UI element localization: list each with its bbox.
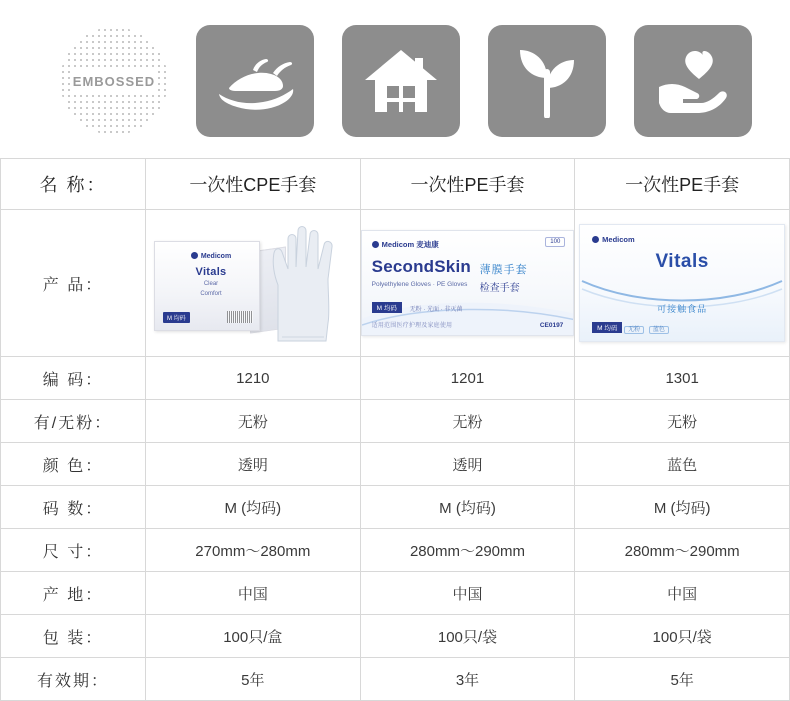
embossed-label: EMBOSSED (71, 71, 157, 92)
product-title-col3: Vitals (655, 251, 709, 272)
product-image-cpe (146, 210, 360, 356)
cell-packing-col1: 100只/盒 (146, 615, 361, 658)
cell-code-col3: 1301 (575, 357, 790, 400)
product-image-pe-box (361, 210, 575, 356)
leaf-sprout-icon (514, 44, 580, 118)
leaf-sprout-icon-tile (488, 25, 606, 137)
table-row-product (1, 210, 790, 357)
cell-packing-col2: 100只/袋 (360, 615, 575, 658)
product-tag2-col3: 蓝色 (649, 326, 669, 334)
cell-color-col3: 蓝色 (575, 443, 790, 486)
table-row-dimension (1, 529, 790, 572)
table-row-origin (1, 572, 790, 615)
product-desc-cn-col2: 检查手套 (479, 283, 520, 294)
product-tagline-col2: 无粉 · 光面 · 非灭菌 (409, 307, 463, 313)
table-row-shelf-life (1, 658, 790, 701)
cell-size-code-col2: M (均码) (360, 486, 575, 529)
cell-packing-col3: 100只/袋 (575, 615, 790, 658)
product-image-pe-bag (575, 210, 789, 356)
cell-name-col2: 一次性PE手套 (360, 159, 575, 210)
cell-powder-col3: 无粉 (575, 400, 790, 443)
cell-origin-col2: 中国 (360, 572, 575, 615)
product-title-cn-col3: 可接触食品 (657, 304, 708, 314)
table-row-packing (1, 615, 790, 658)
cell-name-col3: 一次性PE手套 (575, 159, 790, 210)
cell-color-col2: 透明 (360, 443, 575, 486)
cell-product-col2 (360, 210, 575, 357)
cell-shelf-life-col2: 3年 (360, 658, 575, 701)
product-footer-col2: 适用范围医疗护理及家庭使用 (371, 323, 453, 329)
cell-product-col1 (146, 210, 361, 357)
row-label-size-code: 码 数： (1, 486, 146, 529)
cell-code-col2: 1201 (360, 357, 575, 400)
embossed-badge (60, 27, 168, 135)
row-label-origin: 产 地： (1, 572, 146, 615)
cell-dimension-col2: 280mm～290mm (360, 529, 575, 572)
product-size-badge-col3: M 均码 (592, 322, 622, 333)
row-label-dimension: 尺 寸： (1, 529, 146, 572)
table-row-size-code (1, 486, 790, 529)
cell-size-code-col3: M (均码) (575, 486, 790, 529)
cell-dimension-col3: 280mm～290mm (575, 529, 790, 572)
product-ce-mark-col2: CE0197 (539, 322, 564, 329)
cell-origin-col1: 中国 (146, 572, 361, 615)
cell-size-code-col1: M (均码) (146, 486, 361, 529)
cell-color-col1: 透明 (146, 443, 361, 486)
product-brand-col2: Medicom 麦迪康 (372, 239, 439, 250)
cell-product-col3 (575, 210, 790, 357)
product-subtitle2-col1: Comfort (200, 291, 222, 297)
house-icon-tile (342, 25, 460, 137)
product-brand-col3: Medicom (592, 235, 635, 244)
food-handling-icon-tile (196, 25, 314, 137)
row-label-code: 编 码： (1, 357, 146, 400)
cell-origin-col3: 中国 (575, 572, 790, 615)
barcode-graphic (227, 311, 253, 323)
product-size-badge-col1: M 均码 (163, 312, 190, 323)
product-subtitle1-col1: Clear (203, 281, 219, 287)
product-brand-col1: Medicom (163, 252, 259, 260)
product-box-front (154, 241, 260, 331)
row-label-color: 颜 色： (1, 443, 146, 486)
product-size-badge-col2: M 均码 (372, 302, 402, 313)
product-desc-en-col2: Polyethylene Gloves · PE Gloves (371, 281, 468, 288)
icon-band (0, 0, 790, 158)
cell-code-col1: 1210 (146, 357, 361, 400)
house-icon (363, 46, 439, 116)
product-title-cn-col2: 薄膜手套 (479, 264, 528, 276)
product-title-en-col2: SecondSkin (371, 257, 471, 276)
product-count-badge-col2: 100 (545, 237, 565, 247)
table-row-color (1, 443, 790, 486)
product-tags-col3 (624, 324, 672, 333)
cell-dimension-col1: 270mm～280mm (146, 529, 361, 572)
row-label-name: 名 称： (1, 159, 146, 210)
row-label-packing: 包 装： (1, 615, 146, 658)
cell-powder-col2: 无粉 (360, 400, 575, 443)
hand-heart-icon-tile (634, 25, 752, 137)
cell-shelf-life-col1: 5年 (146, 658, 361, 701)
table-row-code (1, 357, 790, 400)
food-handling-icon (213, 50, 297, 112)
cell-shelf-life-col3: 5年 (575, 658, 790, 701)
cell-powder-col1: 无粉 (146, 400, 361, 443)
hand-heart-icon (653, 47, 733, 115)
product-title-col1: Vitals (195, 266, 227, 278)
table-row-name (1, 159, 790, 210)
glove-illustration (258, 223, 354, 343)
row-label-powder: 有/无粉： (1, 400, 146, 443)
specification-table (0, 158, 790, 701)
product-tag1-col3: 无粉 (624, 326, 644, 334)
row-label-shelf-life: 有效期： (1, 658, 146, 701)
cell-name-col1: 一次性CPE手套 (146, 159, 361, 210)
table-row-powder (1, 400, 790, 443)
row-label-product: 产 品： (1, 210, 146, 357)
